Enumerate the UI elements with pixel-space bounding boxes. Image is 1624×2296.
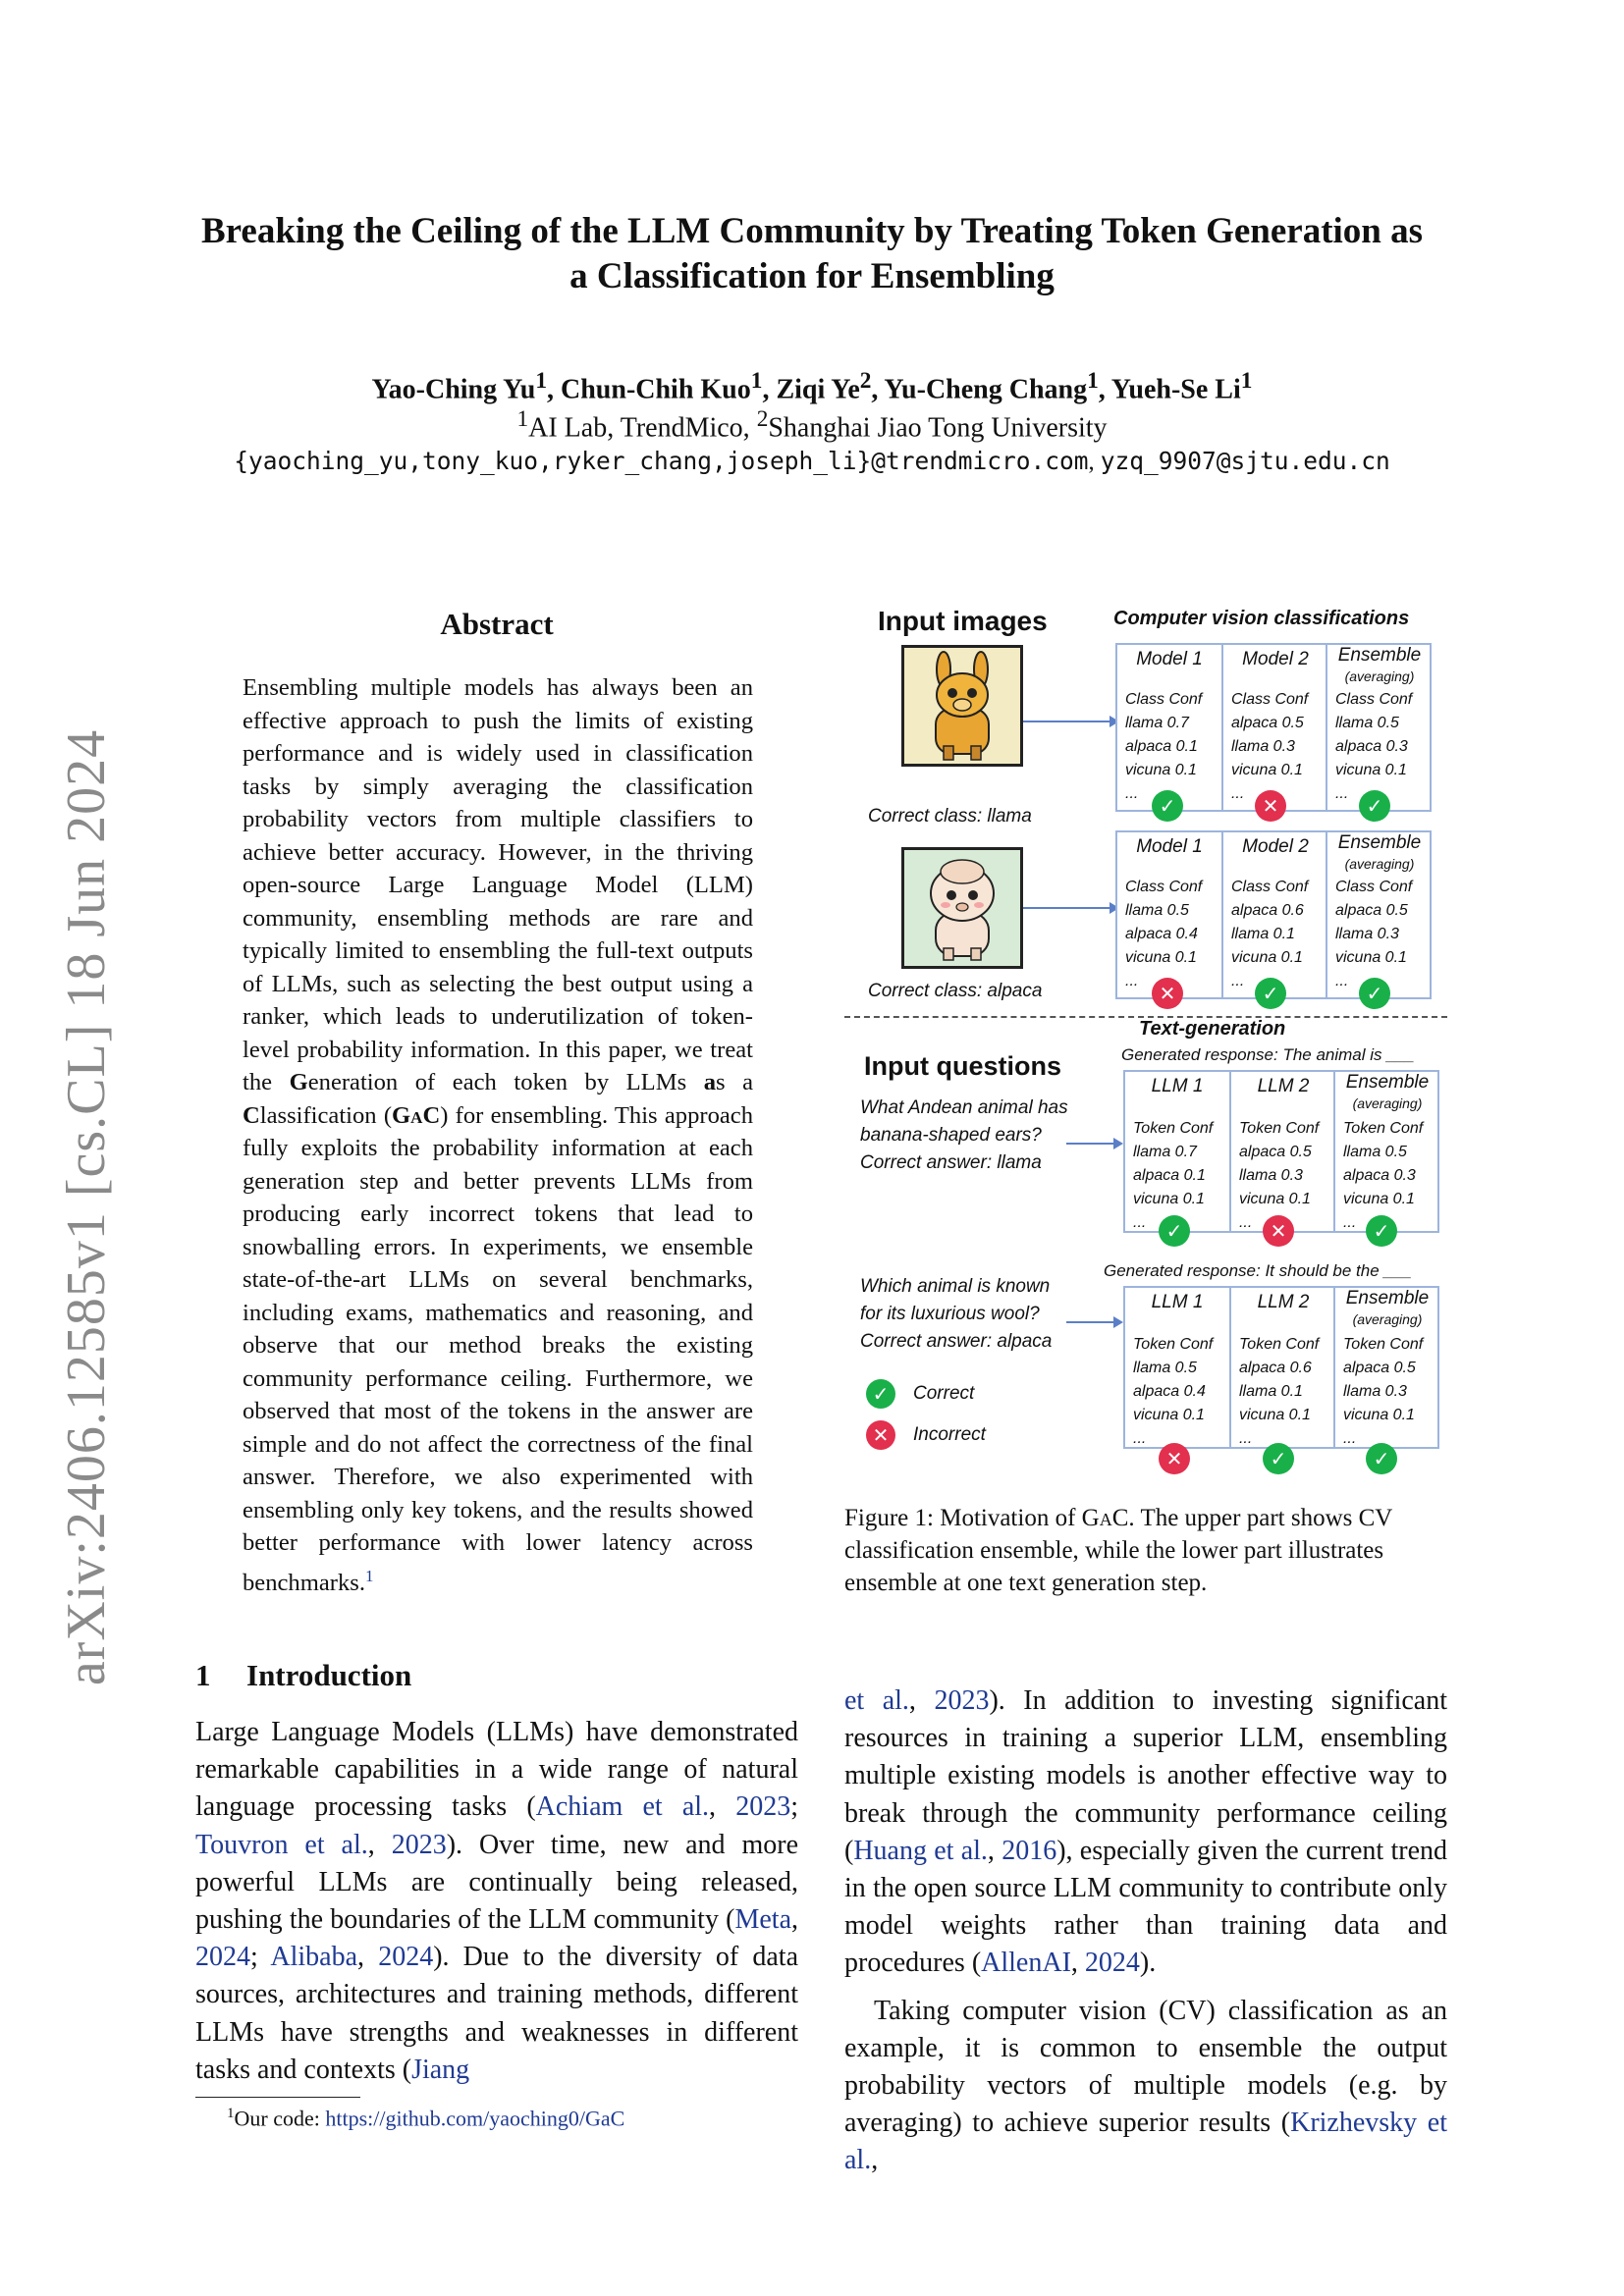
arrow-icon	[1021, 898, 1119, 918]
citation-link[interactable]: Achiam et al.	[535, 1791, 710, 1823]
figure-1-caption	[844, 1502, 1447, 1599]
llm-column	[1125, 1288, 1229, 1447]
conf-row: alpaca 0.5	[1238, 1144, 1312, 1160]
conf-row: ...	[1125, 785, 1139, 802]
model-header: Model 2	[1242, 836, 1309, 857]
llm-column	[1229, 1072, 1335, 1231]
question-line: What Andean animal has	[860, 1097, 1068, 1118]
correct-check-icon: ✓	[1263, 1443, 1294, 1474]
correct-check-icon: ✓	[1255, 978, 1286, 1009]
model-column	[1117, 645, 1221, 810]
author-name: Yu-Cheng Chang	[884, 374, 1088, 405]
alpaca-illustration	[904, 850, 1020, 966]
conf-row: Class Conf	[1125, 879, 1203, 895]
code-repository-link[interactable]: https://github.com/yaoching0/GaC	[325, 2106, 625, 2131]
abstract-text: eneration of each token by LLMs	[307, 1069, 704, 1095]
text-generation-heading: Text-generation	[1139, 1018, 1286, 1040]
confidence-list	[1231, 688, 1324, 806]
ensemble-column	[1333, 1072, 1439, 1231]
conf-row: llama 0.1	[1238, 1383, 1303, 1400]
conf-row: ...	[1238, 1214, 1253, 1231]
correct-class-alpaca-label: Correct class: alpaca	[868, 981, 1043, 1001]
section-heading-introduction	[195, 1658, 411, 1693]
email-separator: ,	[1088, 449, 1101, 475]
confidence-list	[1335, 688, 1428, 806]
body-text: Large Language Models (LLMs) have demonstrated remarkable capabilities in a wide range of natural language processing tasks (	[195, 1717, 798, 1823]
author-name: Chun-Chih Kuo	[561, 374, 751, 405]
ensemble-header: Ensemble	[1337, 645, 1422, 666]
conf-row: vicuna 0.1	[1230, 949, 1303, 966]
body-text: ,	[987, 1835, 1002, 1866]
conf-row: Token Conf	[1238, 1120, 1320, 1137]
conf-row: vicuna 0.1	[1342, 1191, 1415, 1207]
arrow-icon	[1021, 712, 1119, 731]
conf-row: vicuna 0.1	[1133, 1191, 1205, 1207]
conf-row: ...	[1342, 1430, 1357, 1447]
body-text: ,	[871, 2145, 879, 2176]
llm-header: LLM 2	[1257, 1292, 1310, 1312]
token-confidence-list	[1239, 1333, 1331, 1451]
email-single: yzq_9907@sjtu.edu.cn	[1100, 447, 1390, 475]
llm-column	[1229, 1288, 1335, 1447]
body-text: ,	[791, 1904, 798, 1936]
conf-row: llama 0.3	[1334, 926, 1399, 942]
method-name-gac: GaC	[392, 1101, 441, 1129]
incorrect-x-icon: ✕	[1152, 978, 1183, 1009]
author-affiliation-mark: 1	[1240, 368, 1253, 394]
generated-response-1: Generated response: The animal is ___	[1121, 1045, 1415, 1064]
footnote	[227, 2106, 624, 2131]
intro-paragraph-2	[844, 1993, 1447, 2180]
author-list: Yao-Ching Yu$^1$, Chun-Chih Kuo$^1$, Ziqi Ye$^2$, Yu-Cheng Chang$^1$, Yueh-Se Li$^1$	[371, 368, 1253, 405]
conf-row: llama 0.7	[1125, 715, 1189, 731]
affiliation-2: Shanghai Jiao Tong University	[768, 412, 1108, 444]
citation-link[interactable]: 2016	[1001, 1835, 1057, 1866]
author-affiliation-mark: 1	[1087, 368, 1099, 394]
conf-row: Class Conf	[1125, 691, 1203, 708]
legend-correct-icon: ✓	[866, 1379, 895, 1409]
affiliation-mark: 1	[516, 406, 529, 432]
body-text: ).	[1139, 1948, 1157, 1979]
footnote-label: Our code:	[234, 2106, 326, 2131]
conf-row: Token Conf	[1342, 1336, 1424, 1353]
conf-row: llama 0.5	[1342, 1144, 1407, 1160]
citation-link[interactable]: Huang et al.	[853, 1835, 988, 1866]
intro-column-2	[844, 1682, 1447, 2180]
llama-image	[901, 645, 1023, 767]
body-text: Taking computer vision (CV) classification as an example, it is common to ensemble the output probability vectors of multiple models (e.g. by averaging) to achieve superior results (	[844, 1995, 1447, 2139]
correct-class-llama-label: Correct class: llama	[868, 806, 1032, 827]
body-text: ,	[1070, 1948, 1085, 1979]
conf-row: ...	[1133, 1214, 1147, 1231]
ensemble-column	[1326, 645, 1432, 810]
author-name: Ziqi Ye	[776, 374, 860, 405]
body-text: ), especially given the current trend in the open source LLM community to contribute only model weights rather than training data and procedures (	[844, 1835, 1448, 1979]
conf-row: llama 0.1	[1230, 926, 1295, 942]
token-confidence-list	[1343, 1333, 1435, 1451]
arxiv-id-text: arXiv:2406.12585v1 [cs.CL] 18 Jun 2024	[56, 728, 117, 1686]
conf-row: alpaca 0.1	[1125, 738, 1198, 755]
footnote-mark: 1	[227, 2106, 235, 2121]
incorrect-x-icon: ✕	[1159, 1443, 1190, 1474]
confidence-list	[1335, 876, 1428, 993]
abstract-heading: Abstract	[440, 607, 554, 641]
legend-incorrect-label: Incorrect	[913, 1424, 986, 1445]
conf-row: llama 0.3	[1230, 738, 1295, 755]
model-header: Model 1	[1136, 649, 1203, 669]
email-group: {yaoching_yu,tony_kuo,ryker_chang,joseph_li}@trendmicro.com	[234, 447, 1089, 475]
cv-ensemble-box-llama	[1115, 643, 1432, 812]
body-text: ;	[790, 1791, 798, 1823]
section-number: 1	[195, 1658, 211, 1692]
model-column	[1221, 832, 1327, 997]
legend-incorrect-icon: ✕	[866, 1420, 895, 1450]
citation-link[interactable]: 2024	[378, 1942, 434, 1973]
citation-link[interactable]: Jiang	[411, 2054, 470, 2085]
conf-row: Class Conf	[1334, 691, 1413, 708]
conf-row: ...	[1125, 973, 1139, 989]
paper-title: Breaking the Ceiling of the LLM Community by Treating Token Generation as a Classification for Ensembling	[200, 211, 1424, 296]
conf-row: Class Conf	[1230, 691, 1309, 708]
conf-row: llama 0.5	[1133, 1360, 1197, 1376]
body-text: ,	[908, 1685, 935, 1716]
abstract-body	[243, 671, 753, 1599]
averaging-note: (averaging)	[1352, 1095, 1423, 1111]
method-name-gac: GaC	[1081, 1505, 1129, 1531]
section-title: Introduction	[246, 1658, 412, 1692]
correct-check-icon: ✓	[1152, 790, 1183, 822]
cv-ensemble-box-alpaca	[1115, 830, 1432, 999]
question-2	[860, 1273, 1052, 1356]
conf-row: alpaca 0.4	[1133, 1383, 1206, 1400]
model-header: Model 2	[1242, 649, 1309, 669]
intro-paragraph-1	[195, 1714, 798, 2089]
body-text: ,	[367, 1829, 392, 1860]
conf-row: ...	[1334, 785, 1349, 802]
conf-row: llama 0.7	[1133, 1144, 1197, 1160]
incorrect-x-icon: ✕	[1255, 790, 1286, 822]
conf-row: alpaca 0.1	[1133, 1167, 1206, 1184]
ensemble-header: Ensemble	[1345, 1072, 1430, 1093]
question-line: banana-shaped ears?	[860, 1125, 1042, 1146]
citation-link[interactable]: AllenAI	[981, 1948, 1071, 1979]
conf-row: vicuna 0.1	[1334, 762, 1407, 778]
abstract-emph: G	[289, 1069, 308, 1095]
llm-ensemble-box-1	[1123, 1070, 1439, 1233]
abstract-emph: C	[243, 1101, 260, 1129]
conf-row: alpaca 0.5	[1230, 715, 1304, 731]
body-text: ). In addition to investing significant resources in training a superior LLM, ensembling multiple existing models is another effective way to break through the community performance ceiling (	[844, 1685, 1447, 1866]
affiliations	[196, 406, 1428, 444]
abstract-emph: a	[703, 1069, 716, 1095]
confidence-list	[1231, 876, 1324, 993]
conf-row: llama 0.5	[1334, 715, 1399, 731]
citation-link[interactable]: 2023	[735, 1791, 791, 1823]
conf-row: llama 0.5	[1125, 902, 1189, 919]
correct-check-icon: ✓	[1359, 978, 1390, 1009]
correct-answer-line: Correct answer: llama	[860, 1152, 1042, 1173]
conf-row: vicuna 0.1	[1238, 1191, 1311, 1207]
citation-link[interactable]: Meta	[734, 1904, 791, 1936]
incorrect-x-icon: ✕	[1263, 1215, 1294, 1247]
conf-row: Token Conf	[1342, 1120, 1424, 1137]
conf-row: Token Conf	[1238, 1336, 1320, 1353]
conf-row: vicuna 0.1	[1133, 1407, 1205, 1423]
input-images-heading: Input images	[878, 606, 1048, 636]
caption-text: Figure 1: Motivation of	[844, 1505, 1082, 1531]
conf-row: alpaca 0.5	[1342, 1360, 1416, 1376]
conf-row: alpaca 0.3	[1342, 1167, 1416, 1184]
arrow-icon	[1064, 1312, 1123, 1332]
conf-row: Class Conf	[1230, 879, 1309, 895]
averaging-note: (averaging)	[1344, 668, 1415, 684]
ensemble-column	[1333, 1288, 1439, 1447]
abstract-text: Ensembling multiple models has always been an effective approach to push the limits of existing performance and is widely used in classification tasks by simply averaging the classification probability vectors from multiple classifiers to achieve better accuracy. However, in the thriving open-source Large Language Model (LLM) community, ensembling methods are rare and typically limited to ensembling the full-text outputs of LLMs, such as selecting the best output using a ranker, which leads to underutilization of token-level probability information. In this paper, we treat the	[243, 674, 753, 1095]
conf-row: vicuna 0.1	[1238, 1407, 1311, 1423]
citation-link[interactable]: Touvron et al.	[195, 1829, 368, 1860]
question-line: Which animal is known	[860, 1276, 1051, 1297]
abstract-text: s a	[715, 1069, 754, 1095]
ensemble-header: Ensemble	[1337, 832, 1422, 853]
ensemble-column	[1326, 832, 1432, 997]
citation-link[interactable]: Krizhevsky et al.	[844, 2108, 1447, 2176]
citation-link[interactable]: 2024	[195, 1942, 250, 1973]
footnote-rule	[195, 2097, 360, 2098]
figure-1	[844, 594, 1447, 1477]
question-line: for its luxurious wool?	[860, 1304, 1040, 1324]
conf-row: Token Conf	[1133, 1336, 1214, 1353]
generated-response-2: Generated response: It should be the ___	[1104, 1261, 1412, 1280]
author-affiliation-mark: 1	[535, 368, 547, 394]
correct-check-icon: ✓	[1366, 1443, 1397, 1474]
body-text: ;	[250, 1942, 271, 1973]
conf-row: alpaca 0.3	[1334, 738, 1408, 755]
abstract-text: ) for ensembling. This approach fully exploits the probability information at each generation step and better prevents LLMs from producing early incorrect tokens that lead to snowballing errors. In experiments, we ensemble state-of-the-art LLMs on several benchmarks, including exams, mathematics and reasoning, and observe that our method breaks the existing community performance ceiling. Furthermore, we observed that most of the tokens in the answer are simple and do not affect the correctness of the final answer. Therefore, we also experimented with ensembling only key tokens, and the results showed better performance with lower latency across benchmarks.	[243, 1101, 753, 1596]
conf-row: alpaca 0.4	[1125, 926, 1198, 942]
confidence-list	[1125, 688, 1218, 806]
citation-link[interactable]: 2023	[934, 1685, 990, 1716]
conf-row: Class Conf	[1334, 879, 1413, 895]
citation-link[interactable]: 2023	[391, 1829, 447, 1860]
citation-link[interactable]: 2024	[1084, 1948, 1140, 1979]
affiliation-1: AI Lab, TrendMico,	[528, 412, 757, 444]
llm-header: LLM 2	[1257, 1076, 1310, 1096]
conf-row: vicuna 0.1	[1342, 1407, 1415, 1423]
llm-header: LLM 1	[1151, 1292, 1204, 1312]
correct-check-icon: ✓	[1366, 1215, 1397, 1247]
correct-answer-line: Correct answer: alpaca	[860, 1331, 1053, 1352]
alpaca-image	[901, 847, 1023, 969]
model-column	[1221, 645, 1327, 810]
conf-row: ...	[1342, 1214, 1357, 1231]
correct-check-icon: ✓	[1359, 790, 1390, 822]
conf-row: vicuna 0.1	[1230, 762, 1303, 778]
conf-row: Token Conf	[1133, 1120, 1214, 1137]
cv-classifications-heading: Computer vision classifications	[1113, 608, 1410, 629]
conf-row: llama 0.3	[1238, 1167, 1303, 1184]
affiliation-mark: 2	[756, 406, 769, 432]
model-header: Model 1	[1136, 836, 1203, 857]
conf-row: ...	[1334, 973, 1349, 989]
conf-row: ...	[1238, 1430, 1253, 1447]
body-text: ,	[357, 1942, 379, 1973]
model-column	[1117, 832, 1221, 997]
averaging-note: (averaging)	[1352, 1311, 1423, 1327]
correct-check-icon: ✓	[1159, 1215, 1190, 1247]
llama-illustration	[904, 648, 1020, 764]
token-confidence-list	[1133, 1333, 1225, 1451]
conf-row: alpaca 0.5	[1334, 902, 1408, 919]
llm-column	[1125, 1072, 1229, 1231]
conf-row: vicuna 0.1	[1125, 949, 1197, 966]
conf-row: ...	[1230, 785, 1245, 802]
conf-row: ...	[1133, 1430, 1147, 1447]
conf-row: vicuna 0.1	[1334, 949, 1407, 966]
abstract-text: lassification (	[259, 1101, 393, 1129]
question-1	[860, 1095, 1068, 1177]
conf-row: vicuna 0.1	[1125, 762, 1197, 778]
caption-text: . The upper part shows CV classification ensemble, while the lower part illustrates ensemble at one text generation step.	[844, 1505, 1392, 1596]
llm-ensemble-box-2	[1123, 1286, 1439, 1449]
arrow-icon	[1064, 1134, 1123, 1153]
averaging-note: (averaging)	[1344, 856, 1415, 872]
arxiv-watermark	[47, 726, 126, 1688]
author-name: Yueh-Se Li	[1110, 374, 1241, 405]
citation-link[interactable]: Alibaba	[270, 1942, 358, 1973]
legend-correct-label: Correct	[913, 1383, 975, 1404]
ensemble-header: Ensemble	[1345, 1288, 1430, 1308]
author-affiliation-mark: 2	[859, 368, 872, 394]
body-text: ,	[709, 1791, 736, 1823]
conf-row: llama 0.3	[1342, 1383, 1407, 1400]
footnote-link[interactable]: 1	[364, 1566, 374, 1585]
conf-row: alpaca 0.6	[1230, 902, 1304, 919]
body-text: ). Over time, new and more powerful LLMs are continually being released, pushing the boundaries of the LLM community (	[195, 1829, 799, 1936]
input-questions-heading: Input questions	[864, 1051, 1061, 1081]
intro-paragraph-1-continued	[844, 1682, 1447, 1983]
conf-row: ...	[1230, 973, 1245, 989]
author-name: Yao-Ching Yu	[371, 374, 536, 405]
confidence-list	[1125, 876, 1218, 993]
author-emails	[147, 447, 1477, 476]
author-affiliation-mark: 1	[750, 368, 763, 394]
body-text: ). Due to the diversity of data sources, architectures and training methods, different LLMs have strengths and weaknesses in different tasks and contexts (	[195, 1942, 799, 2085]
citation-link[interactable]: et al.	[844, 1685, 909, 1716]
conf-row: alpaca 0.6	[1238, 1360, 1312, 1376]
llm-header: LLM 1	[1151, 1076, 1204, 1096]
